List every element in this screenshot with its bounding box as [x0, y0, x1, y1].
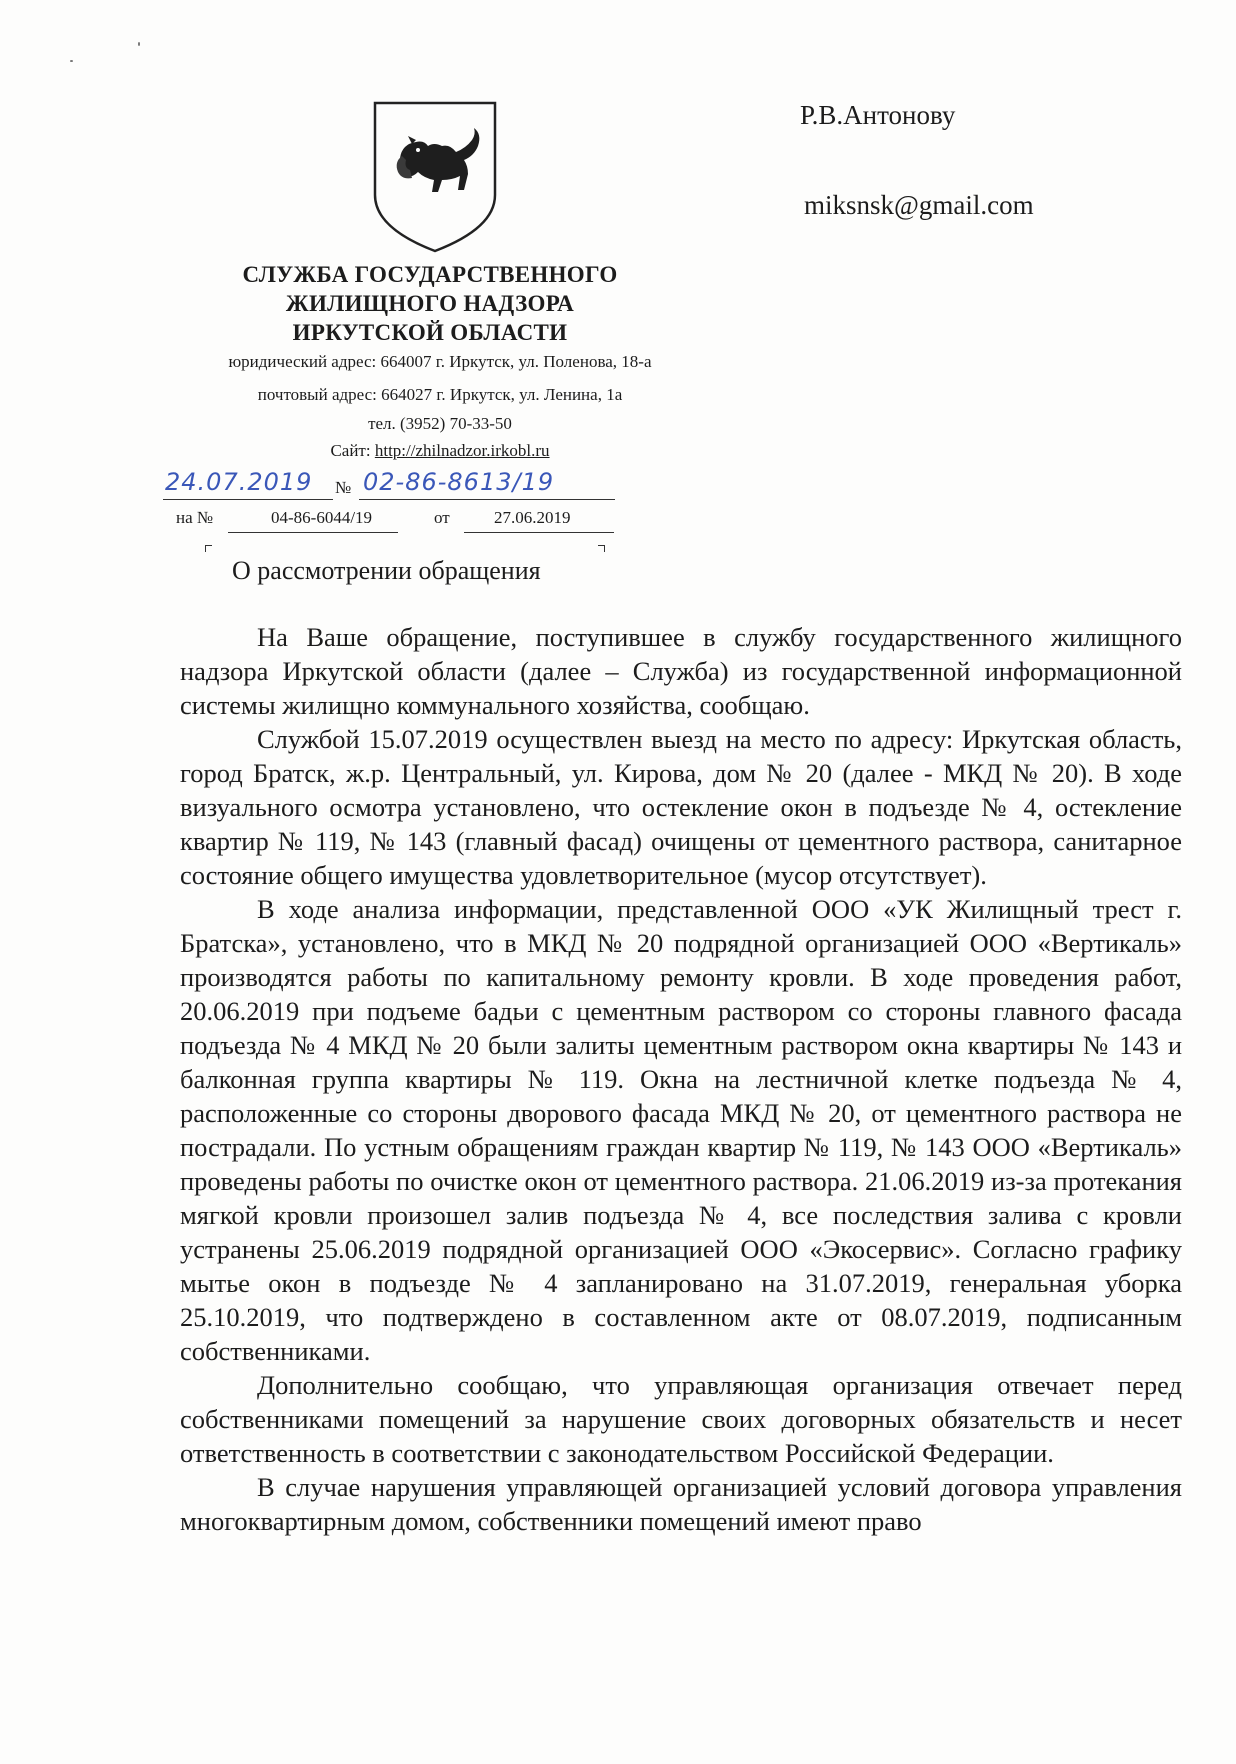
organization-title — [180, 260, 680, 347]
organization-title-line: ИРКУТСКОЙ ОБЛАСТИ — [292, 320, 568, 345]
reference-row — [176, 508, 616, 538]
reference-date-underline — [464, 532, 614, 533]
reference-label: на № — [176, 508, 214, 527]
subject-corner-mark — [205, 545, 212, 552]
recipient-name: Р.В.Антонову — [800, 100, 956, 130]
website-link[interactable]: http://zhilnadzor.irkobl.ru — [374, 441, 550, 460]
reference-date: 27.06.2019 — [494, 508, 571, 527]
legal-address: юридический адрес: 664007 г. Иркутск, ул. Поленова, 18-а — [228, 352, 652, 371]
scan-speck — [138, 42, 140, 46]
body-paragraph: Дополнительно сообщаю, что управляющая организация отвечает перед собственниками помещений за нарушение своих договорных обязательств и несет ответственность в соответствии с законодательством Российской Федерации. — [180, 1370, 1182, 1468]
postal-address: почтовый адрес: 664027 г. Иркутск, ул. Ленина, 1а — [257, 385, 623, 404]
phone-number: тел. (3952) 70-33-50 — [368, 414, 512, 433]
reference-number-underline — [228, 532, 398, 533]
registration-number-underline — [359, 499, 615, 500]
body-paragraph: В ходе анализа информации, представленной ООО «УК Жилищный трест г. Братска», установлено, что в МКД № 20 подрядной организацией ООО «Вертикаль» производятся работы по капитальному ремонту кровли. В ходе проведения работ, 20.06.2019 при подъеме бадьи с цементным раствором со стороны главного фасада подъезда № 4 МКД № 20 были залиты цементным раствором окна квартиры № 143 и балконная группа квартиры № 119. Окна на лестничной клетке подъезда № 4, расположенные со стороны дворового фасада МКД № 20, от цементного раствора не пострадали. По устным обращениям граждан квартир № 119, № 143 ООО «Вертикаль» проведены работы по очистке окон от цементного раствора. 21.06.2019 из-за протекания мягкой кровли произошел залив подъезда № 4, все последствия залива с кровли устранены 25.06.2019 подрядной организацией ООО «Экосервис». Согласно графику мытье окон в подъезде № 4 запланировано на 31.07.2019, генеральная уборка 25.10.2019, что подтверждено в составленном акте от 08.07.2019, подписанным собственниками. — [180, 894, 1182, 1366]
subject-corner-mark — [598, 545, 605, 552]
registration-row — [163, 468, 615, 504]
body-paragraph: В случае нарушения управляющей организацией условий договора управления многоквартирным домом, собственники помещений имеют право — [180, 1472, 1182, 1536]
organization-title-line: СЛУЖБА ГОСУДАРСТВЕННОГО — [242, 262, 618, 287]
body-paragraph: На Ваше обращение, поступившее в службу государственного жилищного надзора Иркутской области (далее – Служба) из государственной информационной системы жилищно коммунального хозяйства, сообщаю. — [180, 622, 1182, 720]
registration-number-handwritten: 02-86-8613/19 — [363, 468, 555, 496]
registration-number-sign: № — [335, 478, 352, 497]
recipient-email: miksnsk@gmail.com — [804, 190, 1034, 220]
irkutsk-coat-of-arms-emblem — [372, 100, 498, 254]
registration-date-underline — [163, 499, 333, 500]
reference-from-label: от — [434, 508, 450, 527]
website-label: Сайт: — [330, 441, 375, 460]
registration-date-handwritten: 24.07.2019 — [165, 468, 313, 496]
scan-speck — [70, 60, 73, 62]
organization-title-line: ЖИЛИЩНОГО НАДЗОРА — [285, 291, 575, 316]
letter-body — [180, 620, 1182, 1538]
body-paragraph: Службой 15.07.2019 осуществлен выезд на место по адресу: Иркутская область, город Братск, ж.р. Центральный, ул. Кирова, дом № 20 (далее - МКД № 20). В ходе визуального осмотра установлено, что остекление окон в подъезде № 4, остекление квартир № 119, № 143 (главный фасад) очищены от цементного раствора, санитарное состояние общего имущества удовлетворительное (мусор отсутствует). — [180, 724, 1182, 890]
letter-subject: О рассмотрении обращения — [232, 556, 541, 585]
reference-number: 04-86-6044/19 — [271, 508, 373, 527]
website — [160, 441, 720, 461]
